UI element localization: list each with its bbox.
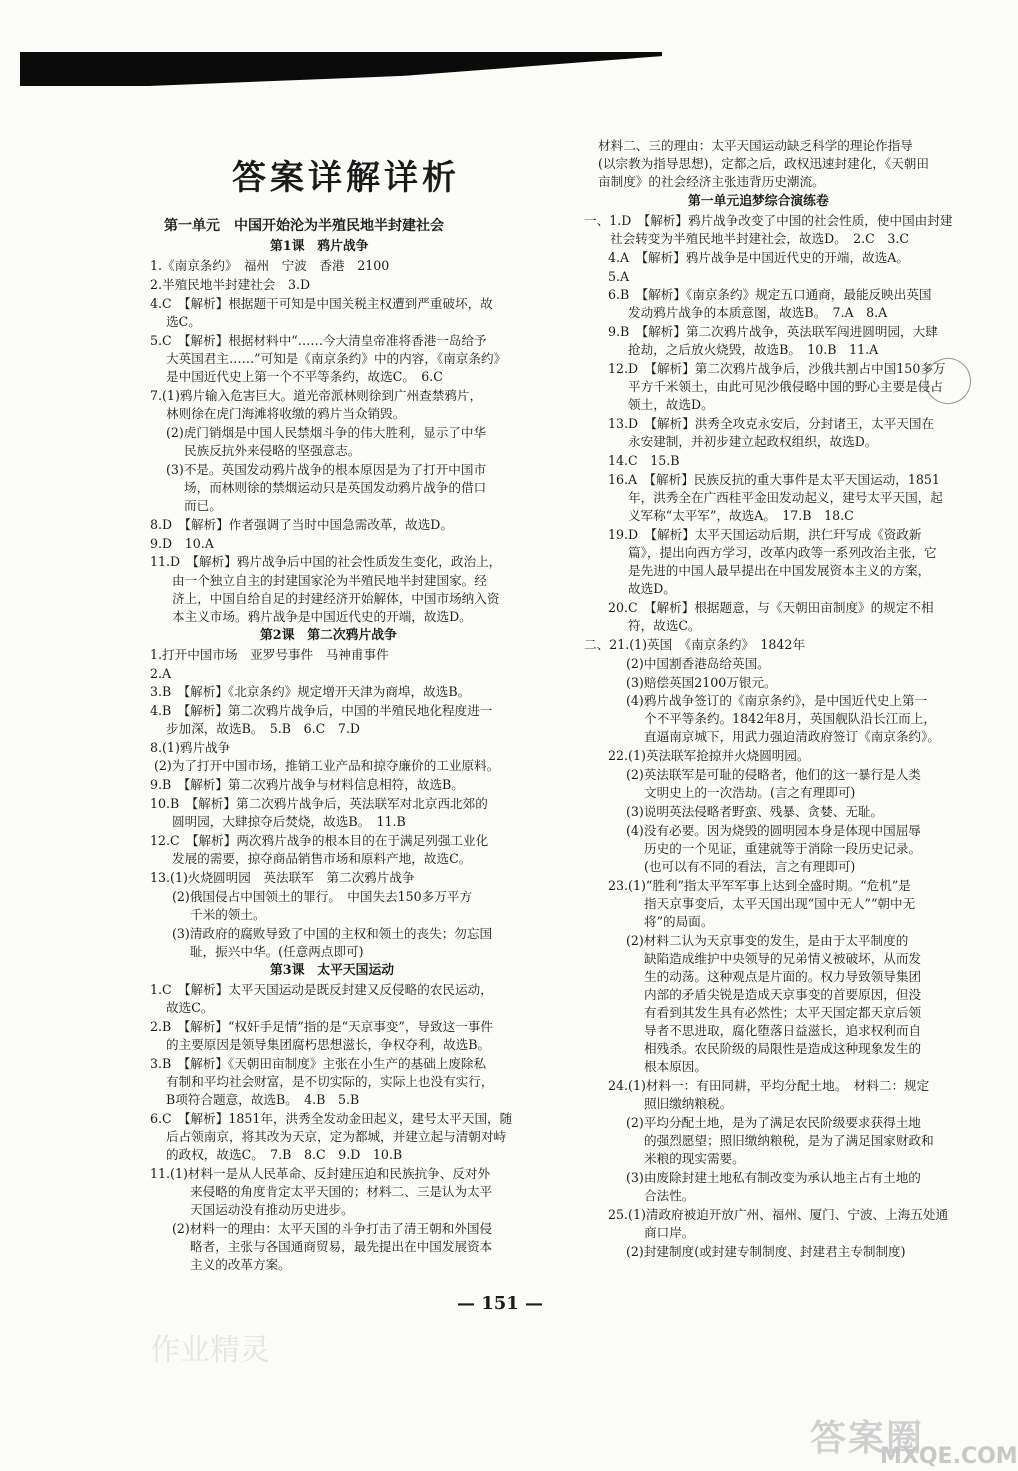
answer-line: 8.D 【解析】作者强调了当时中国急需改革，故选D。 [150, 517, 453, 532]
answer-line: 民族反抗外来侵略的坚强意志。 [184, 443, 361, 458]
answer-line: B项符合题意，故选B。 4.B 5.B [166, 1092, 360, 1107]
answer-line: 20.C 【解析】根据题意，与《天朝田亩制度》的规定不相 [608, 600, 934, 615]
answer-line: 故选D。 [628, 581, 676, 596]
answer-line: 耻，振兴中华。(任意两点即可) [190, 944, 364, 959]
answer-line: 13.D 【解析】洪秀全攻克永安后，分封诸王，太平天国在 [608, 416, 935, 431]
answer-line: 大英国君主……”可知是《南京条约》中的内容，《南京条约》 [166, 351, 507, 366]
answer-line: 1.C 【解析】太平天国运动是既反封建又反侵略的农民运动， [150, 982, 493, 997]
answer-line: 抢劫，之后放火烧毁，故选B。 10.B 11.A [628, 342, 879, 357]
answer-line: 发展的需要，掠夺商品销售市场和原料产地，故选C。 [172, 851, 472, 866]
answer-line: 2.A [150, 666, 172, 681]
answer-line: 相残杀。农民阶级的局限性是造成这种现象发生的 [644, 1041, 922, 1056]
answer-line: (4)没有必要。因为烧毁的圆明园本身是体现中国屈辱 [626, 823, 921, 838]
answer-line: 13.(1)火烧圆明园 英法联军 第二次鸦片战争 [150, 870, 415, 885]
answer-line: 4.B 【解析】第二次鸦片战争后，中国的半殖民地化程度进一 [150, 703, 493, 718]
answer-line: 4.A 【解析】鸦片战争是中国近代史的开端，故选A。 [608, 250, 909, 265]
answer-line: 导者不思进取，腐化堕落日益滋长，追求权利而自 [644, 1023, 922, 1038]
answer-line: 米粮的现实需要。 [644, 1151, 745, 1166]
answer-line: 圆明园，大肆掠夺后焚烧，故选B。 11.B [172, 814, 406, 829]
answer-line: (2)虎门销烟是中国人民禁烟斗争的伟大胜利，显示了中华 [166, 425, 487, 440]
answer-line: 而已。 [184, 498, 222, 513]
answer-line: 千米的领土。 [190, 907, 266, 922]
answer-line: 9.D 10.A [150, 536, 214, 551]
answer-line: (3)说明英法侵略者野蛮、残暴、贪婪、无耻。 [626, 804, 884, 819]
answer-line: 本主义市场。鸦片战争是中国近代史的开端，故选D。 [172, 609, 472, 624]
answer-line: 步加深，故选B。 5.B 6.C 7.D [166, 721, 360, 736]
answer-line: (2)材料一的理由：太平天国的斗争打击了清王朝和外国侵 [172, 1221, 493, 1236]
answer-line: 2.B 【解析】“权奸手足情”指的是“天京事变”，导致这一事件 [150, 1019, 493, 1034]
answer-line: 由一个独立自主的封建国家沦为半殖民地半封建国家。经 [172, 573, 487, 588]
answer-line: 5.A [608, 269, 630, 284]
answer-line: (以宗教为指导思想)，定都之后，政权迅速封建化，《天朝田 [598, 156, 929, 171]
lesson-heading: 第1课 鸦片战争 [270, 239, 369, 254]
answer-line: 2.半殖民地半封建社会 3.D [150, 277, 311, 292]
answer-line: 的强烈愿望；照旧缴纳粮税，是为了满足国家财政和 [644, 1133, 934, 1148]
answer-line: 6.C 【解析】1851年，洪秀全发动金田起义，建号太平天国，随 [150, 1111, 513, 1126]
answer-line: 略者，主张与各国通商贸易，最先提出在中国发展资本 [190, 1239, 493, 1254]
answer-line: (3)由废除封建土地私有制改变为承认地主占有土地的 [626, 1170, 921, 1185]
answer-line: 天国运动没有推动历史进步。 [190, 1202, 354, 1217]
lesson-heading: 第一单元追梦综合演练卷 [688, 194, 829, 209]
answer-line: 生的动荡。这种观点是片面的。权力导致领导集团 [644, 969, 922, 984]
answer-line: 8.(1)鸦片战争 [150, 740, 231, 755]
answer-line: (也可以有不同的看法，言之有理即可) [644, 859, 856, 874]
page-title: 答案详解详析 [232, 158, 460, 198]
answer-line: 23.(1)“胜利”指太平军军事上达到全盛时期。“危机”是 [608, 878, 911, 893]
answer-line: 指天京事变后，太平天国出现“国中无人”“朝中无 [644, 896, 916, 911]
answer-line: 合法性。 [644, 1188, 695, 1203]
answer-line: 领土，故选D。 [628, 397, 714, 412]
top-black-banner [20, 52, 662, 86]
answer-line: 照旧缴纳粮税。 [644, 1096, 733, 1111]
answer-line: 内部的矛盾尖锐是造成天京事变的首要原因，但没 [644, 987, 922, 1002]
answer-line: (2)英法联军是可耻的侵略者，他们的这一暴行是人类 [626, 767, 921, 782]
answer-line: 场，而林则徐的禁烟运动只是英国发动鸦片战争的借口 [184, 480, 487, 495]
answer-line: 来侵略的角度肯定太平天国的；材料二、三是认为太平 [190, 1184, 493, 1199]
answer-line: 平方千米领土，由此可见沙俄侵略中国的野心主要是侵占 [628, 379, 943, 394]
answer-line: 12.C 【解析】两次鸦片战争的根本目的在于满足列强工业化 [150, 833, 489, 848]
answer-line: 年，洪秀全在广西桂平金田发动起义，建号太平天国，起 [628, 490, 943, 505]
answer-line: 1.打开中国市场 亚罗号事件 马神甫事件 [150, 647, 389, 662]
answer-line: 林则徐在虎门海滩将收缴的鸦片当众销毁。 [166, 406, 406, 421]
answer-line: 永安建制，并初步建立起政权组织，故选D。 [628, 434, 878, 449]
answer-line: 16.A 【解析】民族反抗的重大事件是太平天国运动，1851 [608, 472, 940, 487]
answer-line: 11.(1)材料一是从人民革命、反封建压迫和民族抗争、反对外 [150, 1166, 491, 1181]
answer-line: 亩制度》的社会经济主张违背历史潮流。 [598, 174, 825, 189]
answer-line: 25.(1)清政府被迫开放广州、福州、厦门、宁波、上海五处通 [608, 1207, 949, 1222]
page-number: — 151 — [456, 1293, 544, 1314]
answer-line: 商口岸。 [644, 1225, 695, 1240]
answer-line: (2)为了打开中国市场，推销工业产品和掠夺廉价的工业原料。 [154, 758, 500, 773]
answer-line: 二、21.(1)英国 《南京条约》 1842年 [584, 637, 806, 652]
answer-line: 有看到其发生具有必然性；太平天国定都天京后领 [644, 1005, 922, 1020]
watermark-site: MXQE.COM [880, 1444, 1018, 1469]
answer-line: 个不平等条约。1842年8月，英国舰队沿长江而上， [644, 711, 936, 726]
answer-line: 6.B 【解析】《南京条约》规定五口通商，最能反映出英国 [608, 287, 932, 302]
answer-line: 是中国近代史上第一个不平等条约，故选C。 6.C [166, 369, 443, 384]
answer-line: (2)平均分配土地，是为了满足农民阶级要求获得土地 [626, 1115, 921, 1130]
answer-line: 11.D 【解析】鸦片战争后中国的社会性质发生变化，政治上， [150, 554, 502, 569]
lesson-heading: 第3课 太平天国运动 [270, 963, 395, 978]
answer-line: (2)中国割香港岛给英国。 [626, 656, 770, 671]
answer-line: 有制和平均社会财富，是不切实际的，实际上也没有实行， [166, 1074, 494, 1089]
answer-line: 9.B 【解析】第二次鸦片战争，英法联军闯进圆明园，大肆 [608, 324, 938, 339]
answer-line: 缺陷造成维护中央领导的兄弟情义被破坏，从而发 [644, 951, 922, 966]
answer-line: 10.B 【解析】第二次鸦片战争后，英法联军对北京西北郊的 [150, 796, 488, 811]
answer-line: (4)鸦片战争签订的《南京条约》，是中国近代史上第一 [626, 693, 928, 708]
answer-line: 社会转变为半殖民地半封建社会，故选D。 2.C 3.C [610, 231, 909, 246]
faded-watermark: 作业精灵 [150, 1333, 270, 1368]
answer-line: 选C。 [166, 314, 201, 329]
answer-line: 1.《南京条约》 福州 宁波 香港 2100 [150, 258, 390, 273]
unit-heading: 第一单元 中国开始沦为半殖民地半封建社会 [164, 218, 444, 234]
answer-line: 济上，中国自给自足的封建经济开始解体，中国市场纳入资 [172, 591, 500, 606]
answer-line: 文明史上的一次浩劫。(言之有理即可) [644, 785, 856, 800]
answer-line: 材料二、三的理由：太平天国运动缺乏科学的理论作指导 [598, 138, 913, 153]
lesson-heading: 第2课 第二次鸦片战争 [260, 628, 397, 643]
answer-line: 故选C。 [166, 1000, 214, 1015]
answer-line: (2)俄国侵占中国领土的罪行。 中国失去150多万平方 [172, 889, 473, 904]
answer-line: 24.(1)材料一：有田同耕，平均分配土地。 材料二：规定 [608, 1078, 930, 1093]
answer-line: 7.(1)鸦片输入危害巨大。道光帝派林则徐到广州查禁鸦片， [150, 388, 483, 403]
answer-line: 符，故选C。 [628, 618, 701, 633]
answer-line: (3)不是。英国发动鸦片战争的根本原因是为了打开中国市 [166, 462, 487, 477]
answer-line: 根本原因。 [644, 1059, 707, 1074]
answer-line: 将”的局面。 [644, 914, 714, 929]
answer-line: 一、1.D 【解析】鸦片战争改变了中国的社会性质，使中国由封建 [584, 213, 953, 228]
answer-line: (2)封建制度(或封建专制制度、封建君主专制制度) [626, 1244, 906, 1259]
answer-line: 义军称“太平军”，故选A。 17.B 18.C [628, 508, 854, 523]
answer-line: 后占领南京，将其改为天京，定为都城，并建立起与清朝对峙 [166, 1129, 507, 1144]
answer-line: 3.B 【解析】《天朝田亩制度》主张在小生产的基础上废除私 [150, 1056, 487, 1071]
answer-line: (3)赔偿英国2100万银元。 [626, 675, 777, 690]
answer-line: 发动鸦片战争的本质意图，故选B。 7.A 8.A [628, 305, 888, 320]
answer-line: 的主要原因是领导集团腐朽思想滋长，争权夺利，故选B。 [166, 1037, 491, 1052]
answer-line: 篇》，提出向西方学习，改革内政等一系列改治主张，它 [628, 545, 937, 560]
watermark-logo: 答案圈 [810, 1418, 925, 1459]
answer-line: 4.C 【解析】根据题干可知是中国关税主权遭到严重破坏，故 [150, 296, 493, 311]
answer-line: 9.B 【解析】第二次鸦片战争与材料信息相符，故选B。 [150, 777, 464, 792]
answer-line: 5.C 【解析】根据材料中“……今大清皇帝准将香港一岛给予 [150, 333, 487, 348]
answer-line: 22.(1)英法联军抢掠并火烧圆明园。 [608, 748, 810, 763]
answer-line: 19.D 【解析】太平天国运动后期，洪仁玕写成《资政新 [608, 527, 922, 542]
answer-line: 历史的一个见证，重建就等于消除一段历史记录。 [644, 841, 922, 856]
answer-line: 3.B 【解析】《北京条约》规定增开天津为商埠，故选B。 [150, 684, 471, 699]
answer-line: 直逼南京城下，用武力强迫清政府签订《南京条约》。 [644, 729, 940, 744]
answer-line: (3)清政府的腐败导致了中国的主权和领土的丧失；勿忘国 [172, 926, 493, 941]
answer-line: 的政权，故选C。 7.B 8.C 9.D 10.B [166, 1147, 403, 1162]
answer-line: (2)材料二认为天京事变的发生，是由于太平制度的 [626, 933, 909, 948]
answer-line: 是先进的中国人最早提出在中国发展资本主义的方案， [628, 563, 931, 578]
answer-line: 12.D 【解析】第二次鸦片战争后，沙俄共割占中国150多万 [608, 361, 946, 376]
answer-line: 主义的改革方案。 [190, 1257, 291, 1272]
answer-line: 14.C 15.B [608, 453, 680, 468]
